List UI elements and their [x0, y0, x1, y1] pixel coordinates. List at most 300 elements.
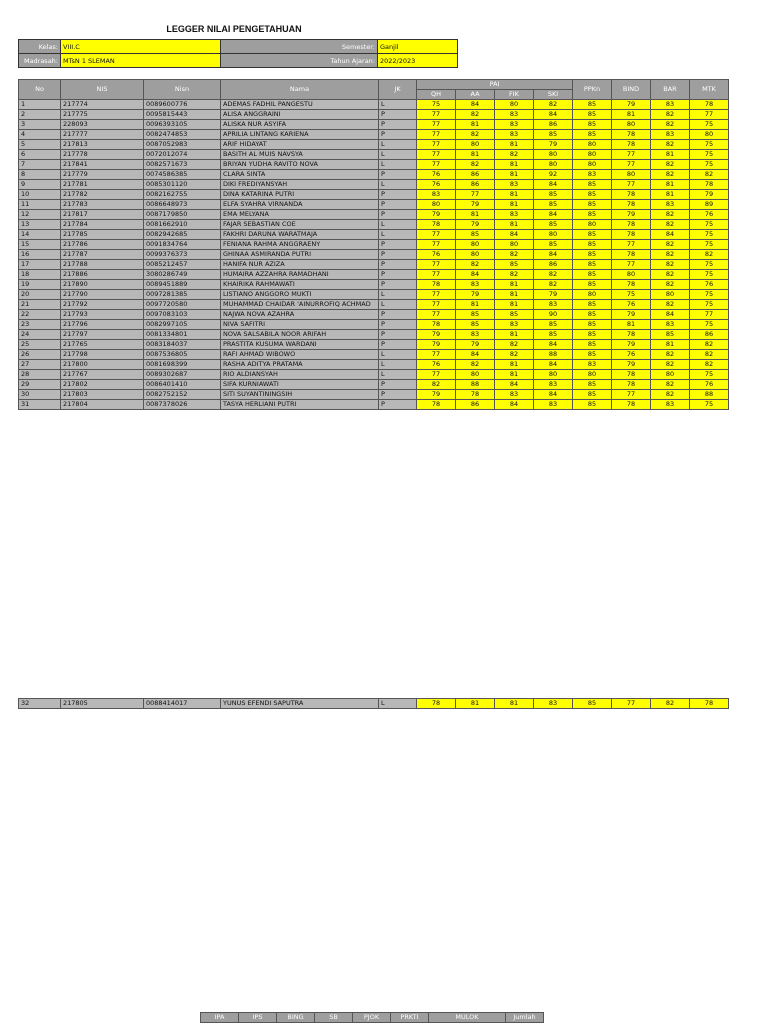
cell-fik: 82: [495, 350, 534, 360]
cell-no: 24: [19, 330, 61, 340]
cell-bar: 82: [651, 300, 690, 310]
cell-no: 27: [19, 360, 61, 370]
tahun-value: 2022/2023: [378, 54, 458, 68]
cell-nisn: 0087052983: [144, 140, 221, 150]
cell-nama: HANIFA NUR AZIZA: [221, 260, 379, 270]
cell-bar: 82: [651, 360, 690, 370]
cell-mtk: 75: [690, 320, 729, 330]
table-row: [19, 320, 729, 330]
cell-nama: DIKI FREDIYANSYAH: [221, 180, 379, 190]
cell-nama: BRIYAN YUDHA RAVITO NOVA: [221, 160, 379, 170]
cell-nisn: 0074586385: [144, 170, 221, 180]
cell-ski: 92: [534, 170, 573, 180]
cell-no: 22: [19, 310, 61, 320]
cell-aa: 82: [456, 160, 495, 170]
cell-nisn: 0087179850: [144, 210, 221, 220]
cell-aa: 86: [456, 170, 495, 180]
cell-bind: 77: [612, 699, 651, 709]
cell-jk: P: [379, 130, 417, 140]
cell-ppkn: 85: [573, 330, 612, 340]
cell-bar: 82: [651, 270, 690, 280]
cell-jk: P: [379, 250, 417, 260]
cell-fik: 83: [495, 120, 534, 130]
cell-bar: 82: [651, 210, 690, 220]
cell-ppkn: 85: [573, 250, 612, 260]
cell-fik: 81: [495, 140, 534, 150]
cell-qh: 78: [417, 320, 456, 330]
cell-ski: 80: [534, 160, 573, 170]
cell-ski: 84: [534, 390, 573, 400]
cell-no: 17: [19, 260, 61, 270]
cell-bar: 82: [651, 350, 690, 360]
cell-aa: 85: [456, 230, 495, 240]
cell-mtk: 78: [690, 180, 729, 190]
cell-fik: 80: [495, 240, 534, 250]
cell-no: 15: [19, 240, 61, 250]
cell-qh: 82: [417, 380, 456, 390]
cell-no: 8: [19, 170, 61, 180]
cell-nis: 217778: [61, 150, 144, 160]
cell-mtk: 82: [690, 360, 729, 370]
cell-aa: 78: [456, 390, 495, 400]
cell-bar: 82: [651, 110, 690, 120]
cell-fik: 82: [495, 250, 534, 260]
table-row: [19, 280, 729, 290]
cell-nisn: 0081334801: [144, 330, 221, 340]
cell-bar: 82: [651, 140, 690, 150]
cell-aa: 81: [456, 120, 495, 130]
cell-nisn: 0089451889: [144, 280, 221, 290]
cell-ski: 84: [534, 210, 573, 220]
cell-nisn: 0081662910: [144, 220, 221, 230]
cell-aa: 86: [456, 180, 495, 190]
cell-jk: L: [379, 370, 417, 380]
cell-fik: 81: [495, 699, 534, 709]
table-row: [19, 340, 729, 350]
cell-jk: L: [379, 360, 417, 370]
cell-mtk: 75: [690, 230, 729, 240]
cell-nisn: 0086401410: [144, 380, 221, 390]
cell-ppkn: 85: [573, 210, 612, 220]
cell-fik: 81: [495, 330, 534, 340]
cell-qh: 76: [417, 250, 456, 260]
cell-fik: 83: [495, 390, 534, 400]
cell-nama: MUHAMMAD CHAIDAR 'AINURROFIQ ACHMAD: [221, 300, 379, 310]
cell-no: 28: [19, 370, 61, 380]
cell-nama: FENIANA RAHMA ANGGRAENY: [221, 240, 379, 250]
grades-body: [19, 100, 729, 410]
cell-mtk: 75: [690, 240, 729, 250]
cell-jk: L: [379, 220, 417, 230]
cell-bar: 82: [651, 260, 690, 270]
cell-ppkn: 85: [573, 200, 612, 210]
cell-bar: 82: [651, 380, 690, 390]
table-row: [19, 370, 729, 380]
cell-nis: 217886: [61, 270, 144, 280]
cell-ski: 85: [534, 190, 573, 200]
table-row: [19, 380, 729, 390]
cell-nisn: 0072012074: [144, 150, 221, 160]
cell-nis: 217792: [61, 300, 144, 310]
cell-nisn: 0087378026: [144, 400, 221, 410]
cell-bind: 79: [612, 360, 651, 370]
table-row: [19, 390, 729, 400]
cell-bar: 81: [651, 180, 690, 190]
cell-jk: P: [379, 200, 417, 210]
cell-no: 9: [19, 180, 61, 190]
cell-jk: P: [379, 170, 417, 180]
cell-bind: 79: [612, 210, 651, 220]
cell-bind: 78: [612, 130, 651, 140]
cell-jk: L: [379, 140, 417, 150]
cell-nama: PRASTITA KUSUMA WARDANI: [221, 340, 379, 350]
cell-nis: 217767: [61, 370, 144, 380]
cell-ski: 80: [534, 150, 573, 160]
cell-bind: 78: [612, 220, 651, 230]
cell-jk: L: [379, 290, 417, 300]
cell-jk: L: [379, 100, 417, 110]
cell-nisn: 0082997105: [144, 320, 221, 330]
cell-bind: 78: [612, 140, 651, 150]
cell-ppkn: 85: [573, 699, 612, 709]
cell-nis: 217890: [61, 280, 144, 290]
cell-ski: 84: [534, 250, 573, 260]
cell-ski: 85: [534, 130, 573, 140]
cell-mtk: 75: [690, 290, 729, 300]
cell-qh: 78: [417, 220, 456, 230]
header-bind: BIND: [612, 80, 651, 100]
cell-nis: 217804: [61, 400, 144, 410]
cell-bind: 77: [612, 180, 651, 190]
cell-fik: 80: [495, 100, 534, 110]
kelas-value: VIII.C: [61, 40, 221, 54]
cell-mtk: 75: [690, 400, 729, 410]
table-row: [19, 150, 729, 160]
cell-ppkn: 85: [573, 310, 612, 320]
cell-nama: TASYA HERLIANI PUTRI: [221, 400, 379, 410]
header-jumlah: Jumlah: [506, 1013, 544, 1023]
cell-mtk: 86: [690, 330, 729, 340]
cell-nama: ARIF HIDAYAT: [221, 140, 379, 150]
cell-aa: 84: [456, 100, 495, 110]
cell-no: 2: [19, 110, 61, 120]
cell-nisn: 0081698399: [144, 360, 221, 370]
cell-jk: L: [379, 300, 417, 310]
second-page-header: [200, 1012, 544, 1023]
cell-no: 25: [19, 340, 61, 350]
header-bar: BAR: [651, 80, 690, 100]
cell-qh: 76: [417, 180, 456, 190]
cell-mtk: 77: [690, 310, 729, 320]
cell-qh: 77: [417, 110, 456, 120]
cell-nama: YUNUS EFENDI SAPUTRA: [221, 699, 379, 709]
cell-aa: 88: [456, 380, 495, 390]
cell-ppkn: 85: [573, 260, 612, 270]
cell-ppkn: 85: [573, 380, 612, 390]
header-nisn: Nisn: [144, 80, 221, 100]
cell-bind: 78: [612, 250, 651, 260]
header-ips: IPS: [239, 1013, 277, 1023]
cell-nama: DINA KATARINA PUTRI: [221, 190, 379, 200]
cell-fik: 82: [495, 150, 534, 160]
cell-no: 26: [19, 350, 61, 360]
cell-mtk: 75: [690, 220, 729, 230]
cell-ppkn: 80: [573, 370, 612, 380]
cell-qh: 77: [417, 310, 456, 320]
cell-bind: 77: [612, 260, 651, 270]
table-row: [19, 170, 729, 180]
cell-no: 3: [19, 120, 61, 130]
cell-aa: 82: [456, 130, 495, 140]
cell-bind: 78: [612, 200, 651, 210]
cell-ppkn: 80: [573, 150, 612, 160]
cell-ski: 84: [534, 180, 573, 190]
cell-nis: 217802: [61, 380, 144, 390]
cell-qh: 77: [417, 120, 456, 130]
table-row: [19, 260, 729, 270]
cell-no: 30: [19, 390, 61, 400]
cell-aa: 85: [456, 320, 495, 330]
semester-value: Ganjil: [378, 40, 458, 54]
cell-qh: 77: [417, 260, 456, 270]
cell-fik: 81: [495, 300, 534, 310]
header-aa: AA: [456, 90, 495, 100]
cell-jk: P: [379, 330, 417, 340]
cell-fik: 81: [495, 360, 534, 370]
cell-nis: 217790: [61, 290, 144, 300]
header-jk: JK: [379, 80, 417, 100]
cell-qh: 77: [417, 230, 456, 240]
table-row: [19, 120, 729, 130]
cell-jk: L: [379, 160, 417, 170]
cell-bind: 77: [612, 240, 651, 250]
madrasah-value: MTsN 1 SLEMAN: [61, 54, 221, 68]
cell-no: 10: [19, 190, 61, 200]
cell-no: 18: [19, 270, 61, 280]
cell-ski: 82: [534, 100, 573, 110]
cell-ppkn: 85: [573, 180, 612, 190]
cell-qh: 77: [417, 140, 456, 150]
cell-nama: ALISA ANGGRAINI: [221, 110, 379, 120]
cell-qh: 78: [417, 400, 456, 410]
cell-qh: 76: [417, 360, 456, 370]
cell-no: 20: [19, 290, 61, 300]
cell-bar: 80: [651, 370, 690, 380]
cell-nis: 217785: [61, 230, 144, 240]
cell-nama: FAKHRI DARUNA WARATMAJA: [221, 230, 379, 240]
cell-fik: 81: [495, 200, 534, 210]
cell-bind: 78: [612, 400, 651, 410]
table-row: [19, 699, 729, 709]
cell-ppkn: 80: [573, 290, 612, 300]
cell-fik: 81: [495, 280, 534, 290]
cell-nama: ADEMAS FADHIL PANGESTU: [221, 100, 379, 110]
cell-mtk: 77: [690, 110, 729, 120]
table-row: [19, 290, 729, 300]
cell-nama: CLARA SINTA: [221, 170, 379, 180]
cell-bar: 83: [651, 130, 690, 140]
cell-nis: 217800: [61, 360, 144, 370]
cell-jk: P: [379, 340, 417, 350]
cell-mtk: 76: [690, 210, 729, 220]
cell-bar: 82: [651, 170, 690, 180]
cell-no: 32: [19, 699, 61, 709]
cell-mtk: 78: [690, 699, 729, 709]
cell-bind: 78: [612, 190, 651, 200]
header-mtk: MTK: [690, 80, 729, 100]
cell-nisn: 0082752152: [144, 390, 221, 400]
cell-ppkn: 83: [573, 360, 612, 370]
cell-no: 21: [19, 300, 61, 310]
cell-jk: L: [379, 350, 417, 360]
cell-ski: 85: [534, 200, 573, 210]
cell-qh: 77: [417, 290, 456, 300]
cell-ppkn: 80: [573, 160, 612, 170]
cell-aa: 80: [456, 140, 495, 150]
header-nis: NIS: [61, 80, 144, 100]
cell-bar: 83: [651, 100, 690, 110]
cell-fik: 83: [495, 130, 534, 140]
cell-ppkn: 85: [573, 350, 612, 360]
cell-aa: 81: [456, 300, 495, 310]
cell-nama: NOVA SALSABILA NOOR ARIFAH: [221, 330, 379, 340]
cell-bind: 78: [612, 230, 651, 240]
cell-fik: 81: [495, 290, 534, 300]
cell-nisn: 0091834764: [144, 240, 221, 250]
class-info-table: [18, 39, 458, 68]
cell-qh: 78: [417, 280, 456, 290]
cell-nama: BASITH AL MUIS NAVSYA: [221, 150, 379, 160]
cell-bar: 83: [651, 320, 690, 330]
header-fik: FIK: [495, 90, 534, 100]
cell-jk: P: [379, 190, 417, 200]
cell-fik: 82: [495, 270, 534, 280]
cell-fik: 84: [495, 230, 534, 240]
cell-qh: 77: [417, 370, 456, 380]
table-row: [19, 240, 729, 250]
cell-nis: 217805: [61, 699, 144, 709]
header-pjok: PJOK: [353, 1013, 391, 1023]
cell-bind: 75: [612, 290, 651, 300]
cell-nis: 217803: [61, 390, 144, 400]
header-qh: QH: [417, 90, 456, 100]
cell-fik: 83: [495, 180, 534, 190]
cell-nisn: 0097720580: [144, 300, 221, 310]
grades-table-continued: [18, 698, 729, 709]
cell-nisn: 0086648973: [144, 200, 221, 210]
cell-qh: 79: [417, 210, 456, 220]
cell-nama: NAJWA NOVA AZAHRA: [221, 310, 379, 320]
cell-ppkn: 83: [573, 170, 612, 180]
cell-bar: 82: [651, 240, 690, 250]
header-no: No: [19, 80, 61, 100]
cell-nama: SITI SUYANTININGSIH: [221, 390, 379, 400]
cell-aa: 82: [456, 110, 495, 120]
cell-jk: P: [379, 120, 417, 130]
cell-no: 4: [19, 130, 61, 140]
cell-no: 19: [19, 280, 61, 290]
cell-ppkn: 85: [573, 280, 612, 290]
cell-fik: 85: [495, 260, 534, 270]
cell-aa: 84: [456, 270, 495, 280]
semester-label: Semester:: [221, 40, 378, 54]
cell-bar: 85: [651, 330, 690, 340]
cell-mtk: 75: [690, 370, 729, 380]
cell-bind: 77: [612, 390, 651, 400]
cell-ski: 82: [534, 280, 573, 290]
cell-ppkn: 85: [573, 400, 612, 410]
cell-fik: 81: [495, 160, 534, 170]
cell-qh: 77: [417, 130, 456, 140]
cell-mtk: 82: [690, 350, 729, 360]
cell-ppkn: 85: [573, 100, 612, 110]
cell-nis: 217796: [61, 320, 144, 330]
cell-aa: 79: [456, 290, 495, 300]
cell-mtk: 79: [690, 190, 729, 200]
cell-aa: 80: [456, 370, 495, 380]
cell-no: 7: [19, 160, 61, 170]
cell-mtk: 75: [690, 260, 729, 270]
cell-ppkn: 80: [573, 140, 612, 150]
cell-jk: P: [379, 380, 417, 390]
cell-nis: 217784: [61, 220, 144, 230]
cell-bar: 84: [651, 310, 690, 320]
cell-fik: 82: [495, 340, 534, 350]
cell-ppkn: 80: [573, 220, 612, 230]
cell-nisn: 0083184037: [144, 340, 221, 350]
cell-ski: 85: [534, 220, 573, 230]
cell-bind: 78: [612, 380, 651, 390]
cell-ppkn: 85: [573, 300, 612, 310]
cell-no: 23: [19, 320, 61, 330]
cell-fik: 84: [495, 400, 534, 410]
cell-no: 12: [19, 210, 61, 220]
cell-nis: 217783: [61, 200, 144, 210]
cell-nisn: 0089302687: [144, 370, 221, 380]
cell-fik: 83: [495, 320, 534, 330]
cell-aa: 82: [456, 360, 495, 370]
cell-bar: 84: [651, 230, 690, 240]
cell-ppkn: 85: [573, 270, 612, 280]
cell-jk: P: [379, 110, 417, 120]
cell-nisn: 0099376373: [144, 250, 221, 260]
cell-nis: 217781: [61, 180, 144, 190]
cell-ski: 83: [534, 699, 573, 709]
cell-jk: P: [379, 390, 417, 400]
cell-nisn: 0089600776: [144, 100, 221, 110]
cell-nama: ELFA SYAHRA VIRNANDA: [221, 200, 379, 210]
cell-aa: 77: [456, 190, 495, 200]
cell-nis: 217797: [61, 330, 144, 340]
cell-nis: 217813: [61, 140, 144, 150]
cell-nama: LISTIANO ANGGORO MUKTI: [221, 290, 379, 300]
cell-jk: L: [379, 180, 417, 190]
cell-bar: 82: [651, 280, 690, 290]
cell-ski: 86: [534, 260, 573, 270]
cell-nama: ALISKA NUR ASYIFA: [221, 120, 379, 130]
cell-jk: P: [379, 310, 417, 320]
cell-qh: 79: [417, 330, 456, 340]
table-row: [19, 180, 729, 190]
cell-bind: 76: [612, 300, 651, 310]
cell-ski: 90: [534, 310, 573, 320]
cell-nisn: 0087536805: [144, 350, 221, 360]
cell-nama: RASHA ADITYA PRATAMA: [221, 360, 379, 370]
tahun-label: Tahun Ajaran:: [221, 54, 378, 68]
cell-aa: 84: [456, 350, 495, 360]
cell-aa: 81: [456, 210, 495, 220]
cell-mtk: 82: [690, 340, 729, 350]
